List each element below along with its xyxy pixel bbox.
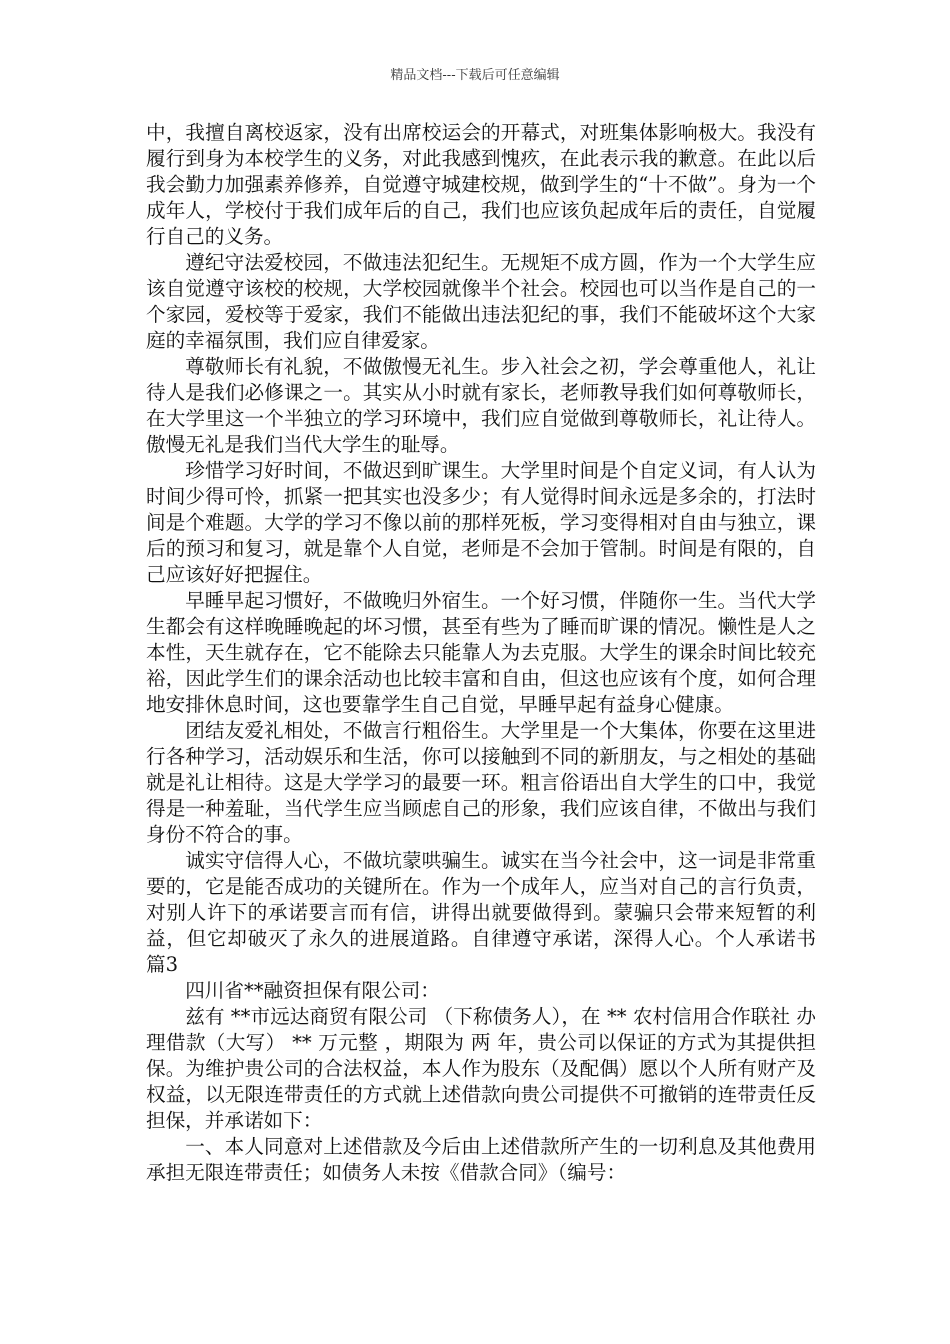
paragraph: 诚实守信得人心，不做坑蒙哄骗生。诚实在当今社会中，这一词是非常重要的，它是能否成功的关键所在。作为一个成年人，应当对自己的言行负责，对别人许下的承诺要言而有信，讲得出就要做得到。蒙骗只会带来短暂的利益，但它却破灭了永久的进展道路。自律遵守承诺，深得人心。个人承诺书 篇3 <box>146 849 816 976</box>
paragraph: 珍惜学习好时间，不做迟到旷课生。大学里时间是个自定义词，有人认为时间少得可怜，抓紧一把其实也没多少；有人觉得时间永远是多余的，打法时间是个难题。大学的学习不像以前的那样死板，学习变得相对自由与独立，课后的预习和复习，就是靠个人自觉，老师是不会加于管制。时间是有限的，自己应该好好把握住。 <box>146 459 816 586</box>
paragraph: 遵纪守法爱校园，不做违法犯纪生。无规矩不成方圆，作为一个大学生应该自觉遵守该校的校规，大学校园就像半个社会。校园也可以当作是自己的一个家园，爱校等于爱家，我们不能做出违法犯纪的事，我们不能破坏这个大家庭的幸福氛围，我们应自律爱家。 <box>146 251 816 352</box>
paragraph: 早睡早起习惯好，不做晚归外宿生。一个好习惯，伴随你一生。当代大学生都会有这样晚睡晚起的坏习惯，甚至有些为了睡而旷课的情况。懒性是人之本性，天生就存在，它不能除去只能靠人为去克服。大学生的课余时间比较充裕，因此学生们的课余活动也比较丰富和自由，但这也应该有个度，如何合理地安排休息时间，这也要靠学生自己自觉，早睡早起有益身心健康。 <box>146 589 816 716</box>
paragraph: 团结友爱礼相处，不做言行粗俗生。大学里是一个大集体，你要在这里进行各种学习，活动娱乐和生活，你可以接触到不同的新朋友，与之相处的基础就是礼让相待。这是大学学习的最要一环。粗言俗语出自大学生的口中，我觉得是一种羞耻，当代学生应当顾虑自己的形象，我们应该自律，不做出与我们身份不符合的事。 <box>146 719 816 846</box>
page-header: 精品文档---下载后可任意编辑 <box>390 68 560 83</box>
document-body <box>146 120 816 1186</box>
paragraph: 中，我擅自离校返家，没有出席校运会的开幕式，对班集体影响极大。我没有履行到身为本校学生的义务，对此我感到愧疚，在此表示我的歉意。在此以后我会勤力加强素养修养，自觉遵守城建校规，做到学生的“十不做”。身为一个成年人，学校付于我们成年后的自己，我们也应该负起成年后的责任，自觉履行自己的义务。 <box>146 121 816 248</box>
paragraph: 四川省**融资担保有限公司： <box>185 979 440 1002</box>
paragraph: 一、本人同意对上述借款及今后由上述借款所产生的一切利息及其他费用承担无限连带责任；如债务人未按《借款合同》（编号： <box>146 1135 816 1184</box>
paragraph: 尊敬师长有礼貌，不做傲慢无礼生。步入社会之初，学会尊重他人，礼让待人是我们必修课之一。其实从小时就有家长，老师教导我们如何尊敬师长，在大学里这一个半独立的学习环境中，我们应自觉做到尊敬师长，礼让待人。傲慢无礼是我们当代大学生的耻辱。 <box>146 355 816 456</box>
paragraph: 兹有 **市远达商贸有限公司 （下称债务人），在 ** 农村信用合作联社 办理借款（大写） ** 万元整 ，期限为 两 年，贵公司以保证的方式为其提供担保。为维护贵公司的合法权益，本人作为股东（及配偶）愿以个人所有财产及权益，以无限连带责任的方式就上述借款向贵公司提供不可撤销的连带责任反担保，并承诺如下： <box>146 1005 816 1132</box>
